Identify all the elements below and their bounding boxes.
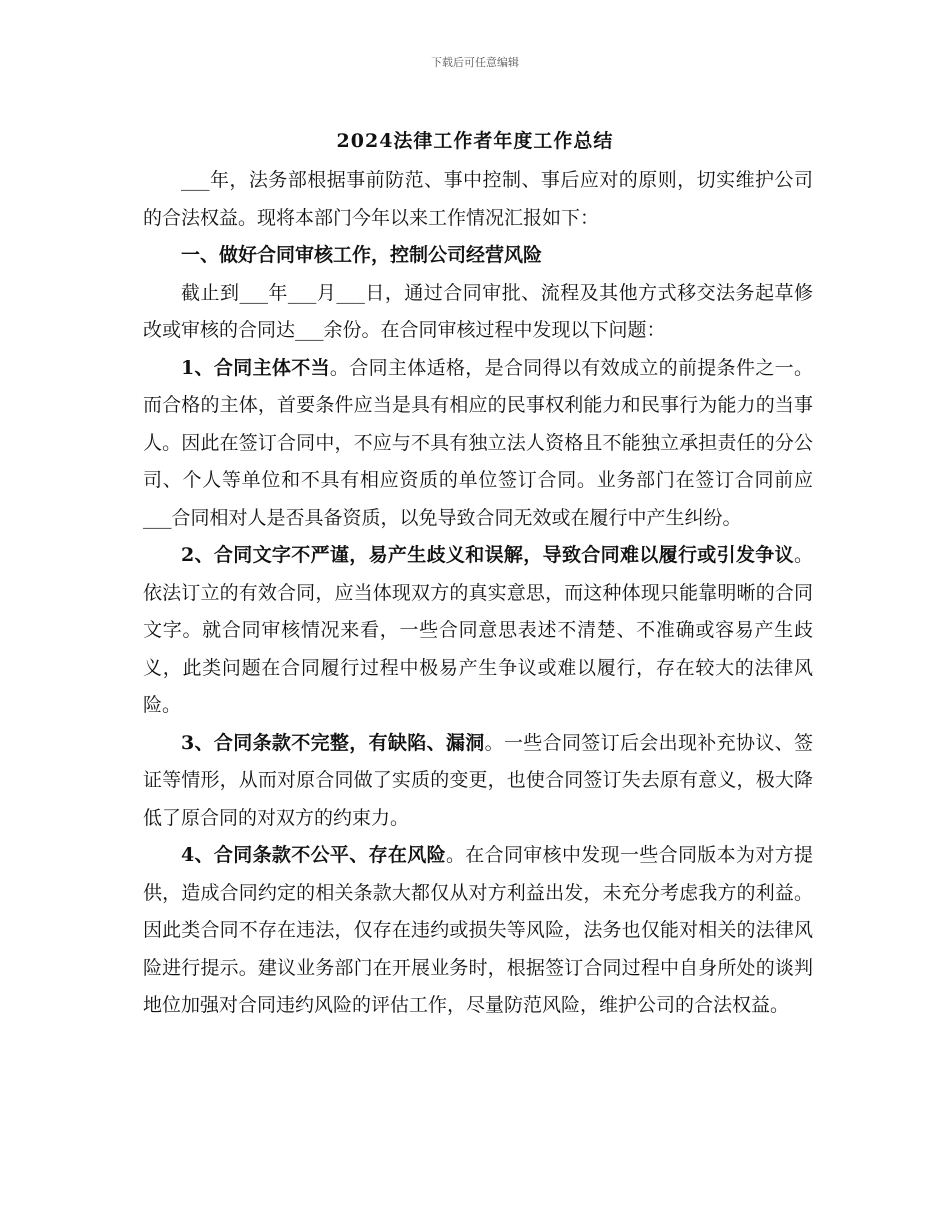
issue-lead: 4、合同条款不公平、存在风险: [181, 844, 446, 866]
issue-item-4: [143, 837, 813, 1025]
issue-item-1: [143, 350, 813, 538]
issue-text: 。一些合同签订后会出现补充协议、签证等情形，从而对原合同做了实质的变更，也使合同签订失去原有意义，极大降低了原合同的对双方的约束力。: [143, 731, 813, 829]
issue-item-2: [143, 537, 813, 725]
document-title: 2024法律工作者年度工作总结: [336, 130, 614, 152]
document-body: [143, 162, 813, 1025]
issue-lead: 2、合同文字不严谨，易产生歧义和误解，导致合同难以履行或引发争议: [181, 544, 794, 566]
issue-text: 。合同主体适格，是合同得以有效成立的前提条件之一。而合格的主体，首要条件应当是具有相应的民事权利能力和民事行为能力的当事人。因此在签订合同中，不应与不具有独立法人资格且不能独立承担责任的分公司、个人等单位和不具有相应资质的单位签订合同。业务部门在签订合同前应___合同相对人是否具备资质，以免导致合同无效或在履行中产生纠纷。: [143, 356, 813, 529]
intro-paragraph: ___年，法务部根据事前防范、事中控制、事后应对的原则，切实维护公司的合法权益。现将本部门今年以来工作情况汇报如下：: [143, 169, 813, 229]
section-heading: 一、做好合同审核工作，控制公司经营风险: [181, 244, 543, 266]
issue-text: 。依法订立的有效合同，应当体现双方的真实意思，而这种体现只能靠明晰的合同文字。就合同审核情况来看，一些合同意思表述不清楚、不准确或容易产生歧义，此类问题在合同履行过程中极易产生争议或难以履行，存在较大的法律风险。: [143, 544, 813, 716]
page-header: 下载后可任意编辑: [431, 56, 519, 69]
issue-text: 。在合同审核中发现一些合同版本为对方提供，造成合同约定的相关条款大都仅从对方利益出发，未充分考虑我方的利益。因此类合同不存在违法，仅存在违约或损失等风险，法务也仅能对相关的法律风险进行提示。建议业务部门在开展业务时，根据签订合同过程中自身所处的谈判地位加强对合同违约风险的评估工作，尽量防范风险，维护公司的合法权益。: [143, 844, 813, 1016]
issue-lead: 1、合同主体不当: [181, 356, 330, 379]
issue-lead: 3、合同条款不完整，有缺陷、漏洞: [181, 731, 485, 754]
summary-paragraph: 截止到___年___月___日，通过合同审批、流程及其他方式移交法务起草修改或审核的合同达___余份。在合同审核过程中发现以下问题：: [143, 281, 813, 341]
issue-item-3: [143, 725, 813, 838]
